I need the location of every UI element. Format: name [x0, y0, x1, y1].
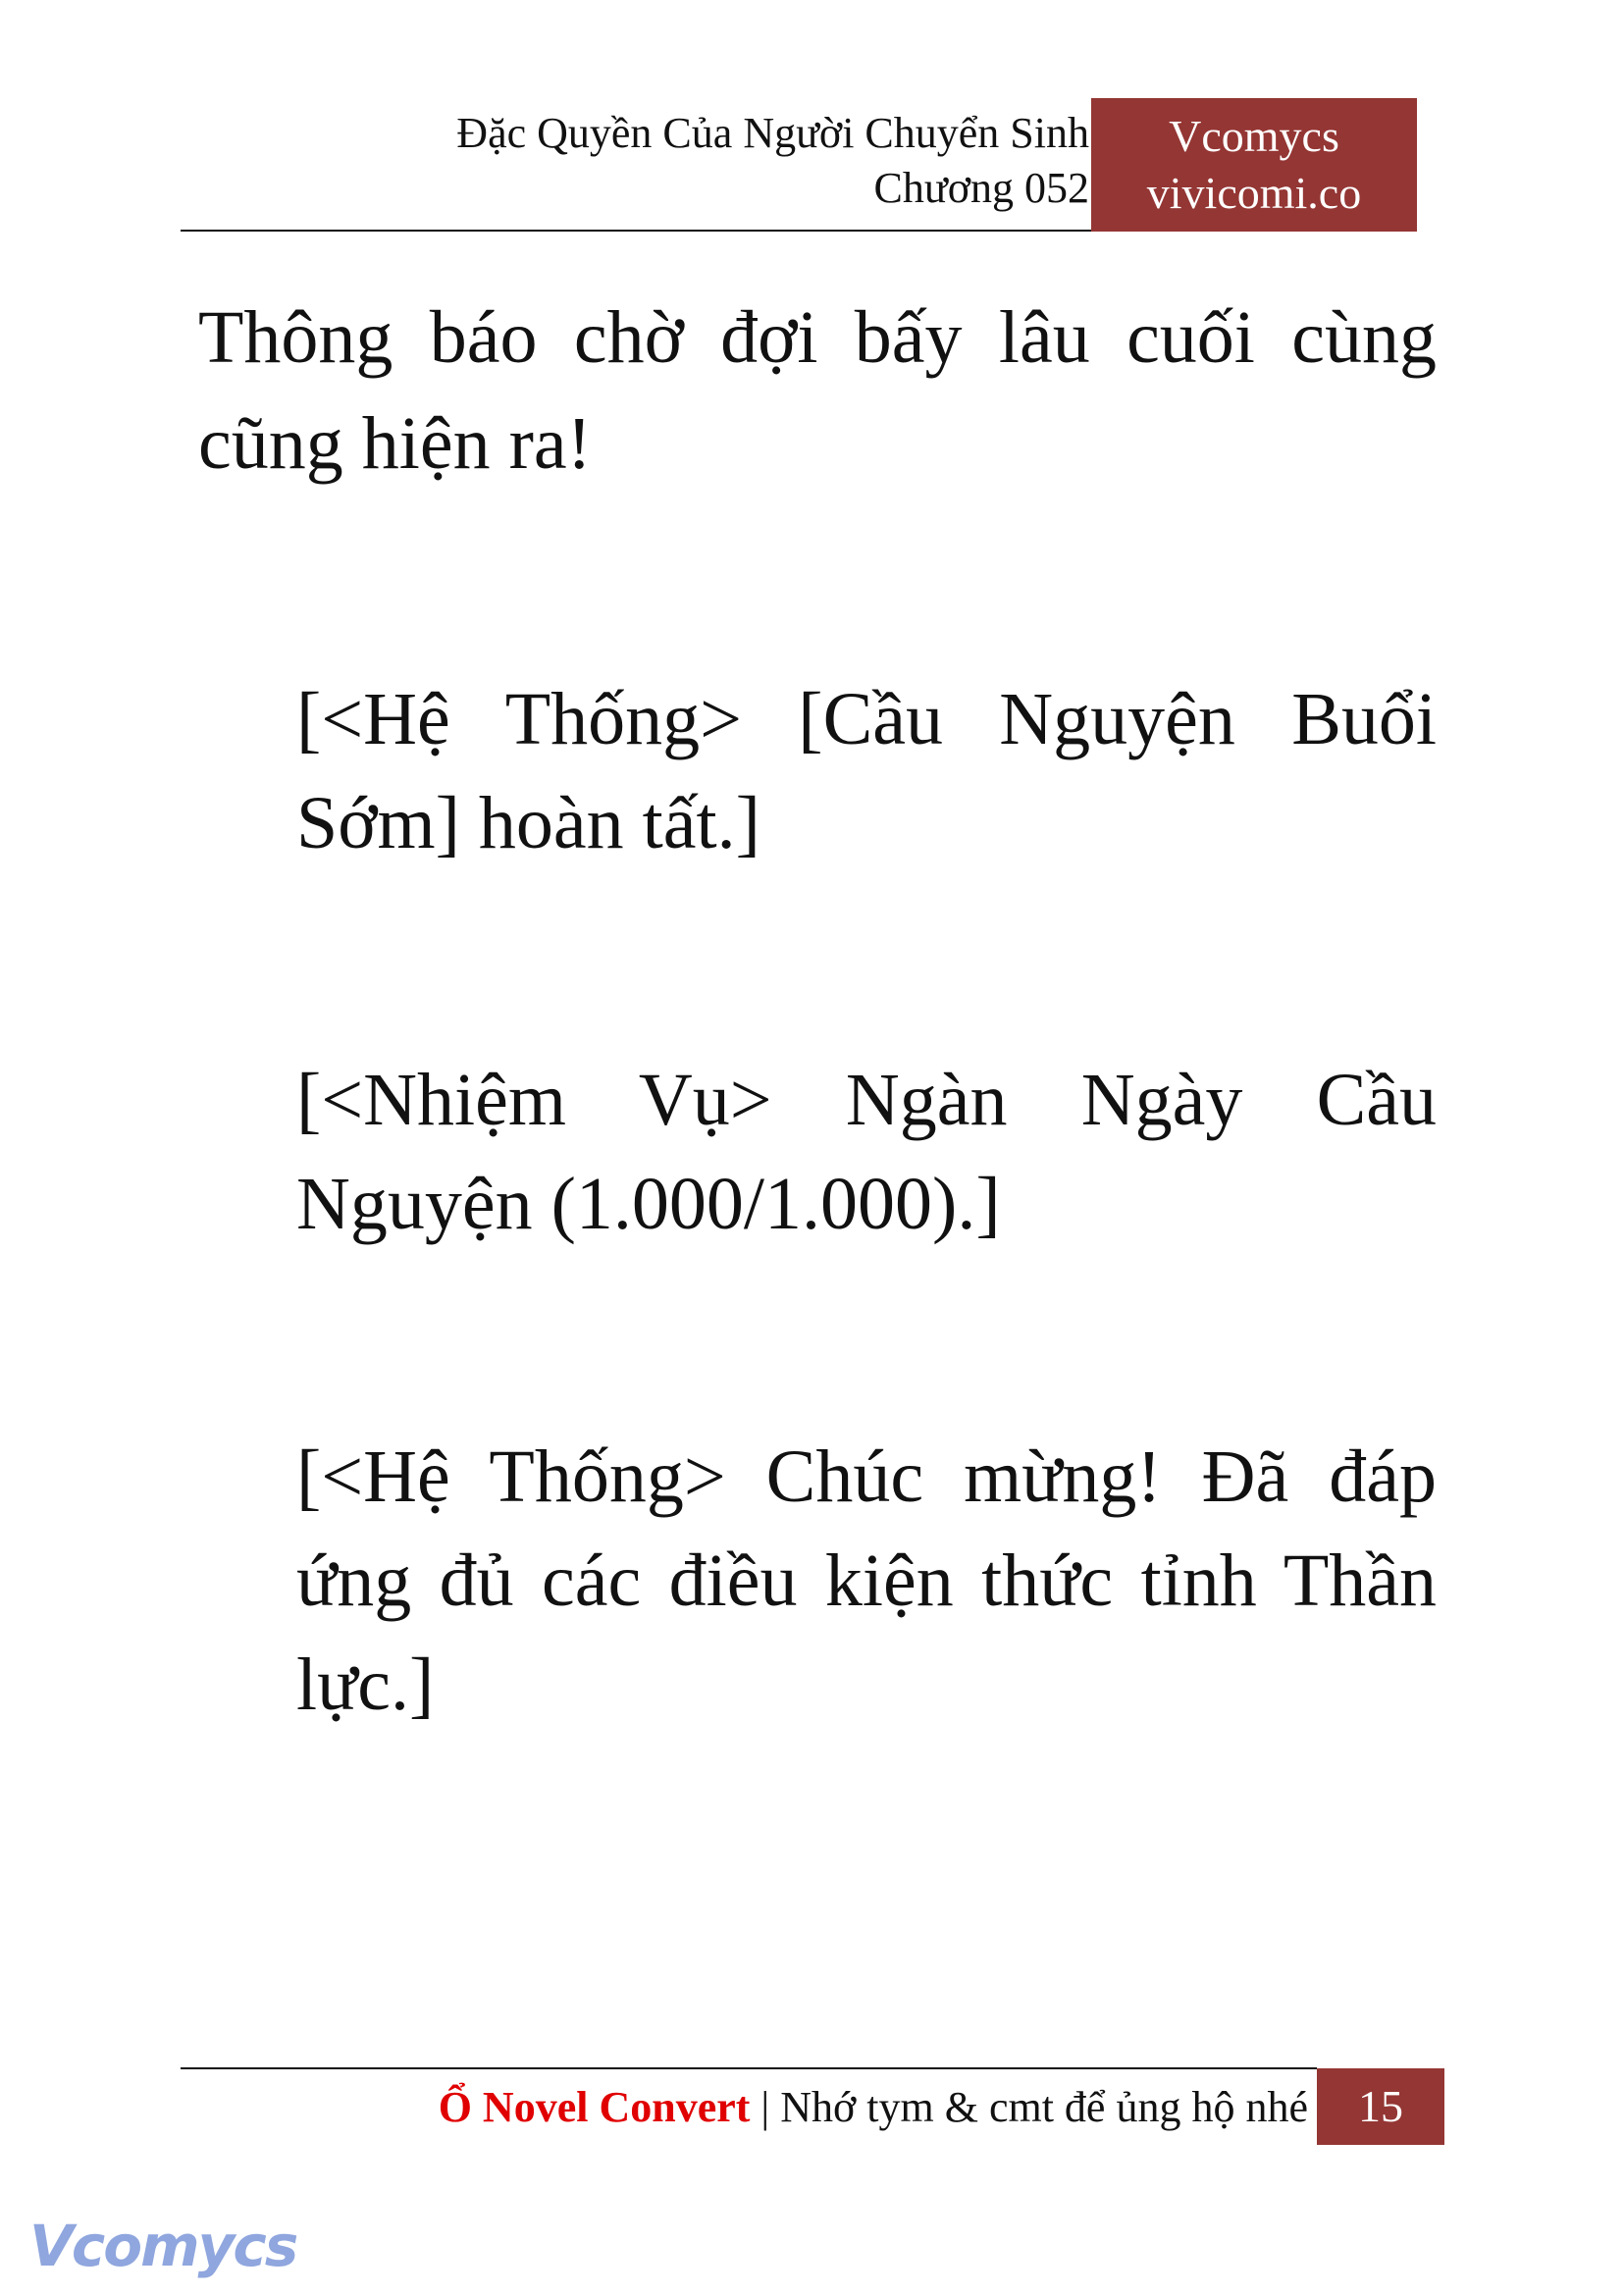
- book-title: Đặc Quyền Của Người Chuyển Sinh: [456, 109, 1089, 157]
- vcomycs-logo-icon: Vcomycs: [29, 2213, 297, 2279]
- footer-message: Nhớ tym & cmt để ủng hộ nhé: [780, 2083, 1308, 2131]
- paragraph-system-1: [<Hệ Thống> [Cầu Nguyện Buổi Sớm] hoàn tất.]: [296, 678, 1437, 864]
- page-number: 15: [1317, 2068, 1444, 2145]
- paragraph-system-2: [<Hệ Thống> Chúc mừng! Đã đáp ứng đủ các điều kiện thức tỉnh Thần lực.]: [296, 1435, 1437, 1726]
- source-badge: [1091, 98, 1417, 232]
- paragraph-quest: [<Nhiệm Vụ> Ngàn Ngày Cầu Nguyện (1.000/1.000).]: [296, 1059, 1437, 1245]
- badge-site-name: Vcomycs: [1169, 111, 1339, 161]
- footer-divider: [181, 2067, 1317, 2069]
- chapter-label: Chương 052: [873, 164, 1089, 212]
- header-title-block: [456, 106, 1089, 216]
- paragraph-intro: Thông báo chờ đợi bấy lâu cuối cùng cũng hiện ra!: [198, 296, 1437, 485]
- badge-site-url: vivicomi.co: [1146, 168, 1362, 218]
- footer-brand: Ổ Novel Convert: [438, 2083, 751, 2131]
- footer-text: [439, 2080, 1308, 2135]
- footer-separator: |: [750, 2083, 781, 2131]
- header-divider: [181, 230, 1091, 232]
